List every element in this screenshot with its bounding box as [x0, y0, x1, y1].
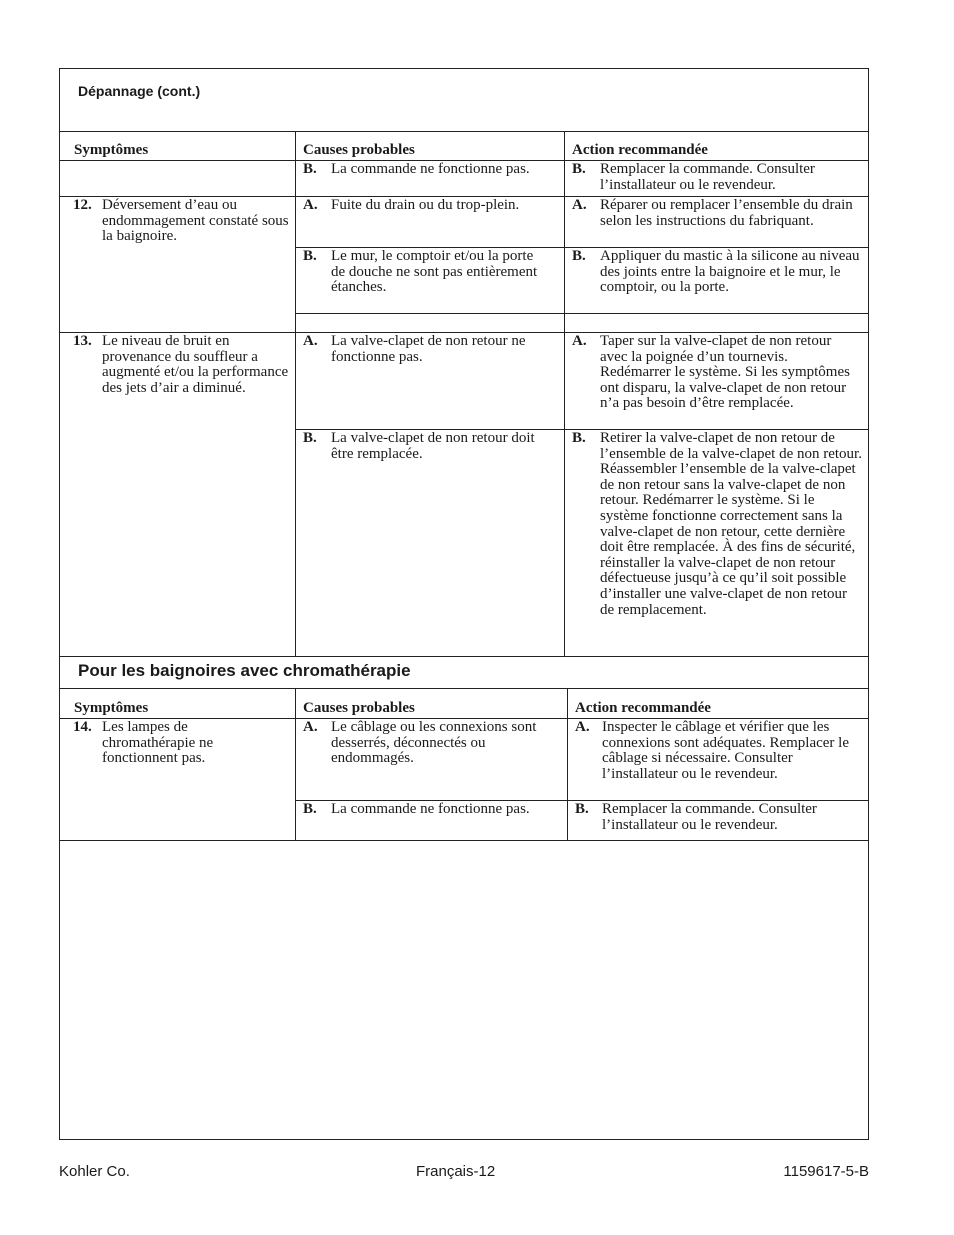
header-action: Action recommandée	[572, 142, 708, 158]
header-action: Action recommandée	[575, 700, 711, 716]
section-title-chromatherapy: Pour les baignoires avec chromathérapie	[78, 661, 411, 680]
header-causes: Causes probables	[303, 142, 415, 158]
table-border	[295, 313, 869, 314]
footer-page-number: Français-12	[416, 1163, 496, 1180]
footer-document-id: 1159617-5-B	[783, 1163, 869, 1180]
table-border	[59, 688, 869, 689]
header-causes: Causes probables	[303, 700, 415, 716]
section-title: Dépannage (cont.)	[78, 83, 201, 99]
table-border	[295, 131, 296, 656]
header-symptoms: Symptômes	[74, 142, 149, 158]
table-border	[59, 131, 869, 132]
table-border	[295, 688, 296, 840]
table-border	[564, 131, 565, 656]
footer-company: Kohler Co.	[59, 1163, 130, 1180]
header-symptoms: Symptômes	[74, 700, 149, 716]
table-border	[59, 840, 869, 841]
table-border	[59, 656, 869, 657]
table-border	[567, 688, 568, 840]
